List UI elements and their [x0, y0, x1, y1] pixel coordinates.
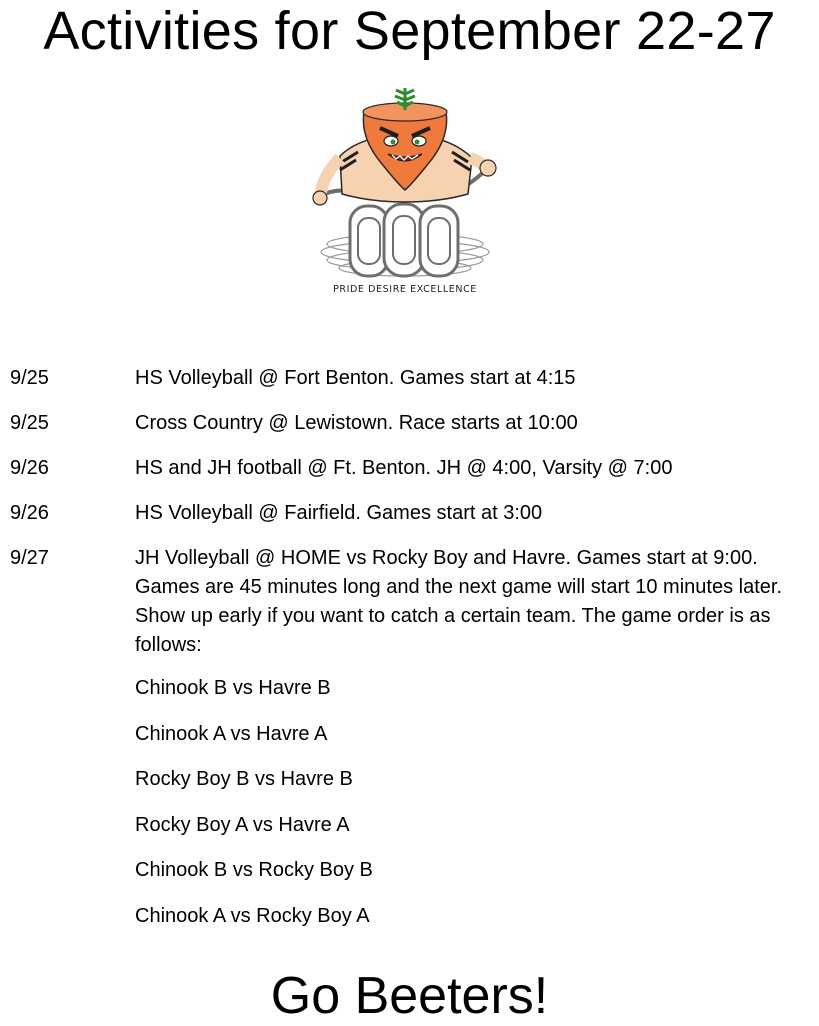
event-description: HS Volleyball @ Fort Benton. Games start at 4:15	[135, 367, 576, 389]
game-order-list	[135, 674, 810, 931]
event-row	[10, 409, 810, 438]
game-order-item: Chinook B vs Havre B	[135, 677, 331, 699]
event-date: 9/25	[10, 367, 49, 389]
event-date: 9/26	[10, 502, 49, 524]
motto-text: PRIDE DESIRE EXCELLENCE	[333, 284, 477, 295]
page-title: Activities for September 22-27	[43, 1, 776, 61]
event-date: 9/25	[10, 412, 49, 434]
event-date: 9/26	[10, 457, 49, 479]
schedule-list	[10, 364, 810, 948]
event-row	[10, 454, 810, 483]
event-description: Cross Country @ Lewistown. Race starts at 10:00	[135, 412, 578, 434]
game-order-item: Rocky Boy A vs Havre A	[135, 813, 350, 836]
event-row	[10, 499, 810, 528]
event-row	[10, 364, 810, 393]
event-description: HS and JH football @ Ft. Benton. JH @ 4:00, Varsity @ 7:00	[135, 457, 673, 479]
event-description: JH Volleyball @ HOME vs Rocky Boy and Havre. Games start at 9:00. Games are 45 minutes long and the next game will start 10 minutes later. Show up early if you want to catch a certain team. The game order is as follows:	[135, 547, 783, 656]
game-order-item: Chinook A vs Rocky Boy A	[135, 904, 370, 927]
game-order-item: Chinook A vs Havre A	[135, 722, 328, 745]
game-order-item: Rocky Boy B vs Havre B	[135, 768, 353, 791]
beet-mascot-icon	[300, 86, 510, 306]
event-row	[10, 544, 810, 660]
event-description: HS Volleyball @ Fairfield. Games start at 3:00	[135, 502, 543, 524]
game-order-item: Chinook B vs Rocky Boy B	[135, 859, 373, 882]
event-date: 9/27	[10, 547, 49, 569]
footer-slogan: Go Beeters!	[270, 967, 549, 1025]
